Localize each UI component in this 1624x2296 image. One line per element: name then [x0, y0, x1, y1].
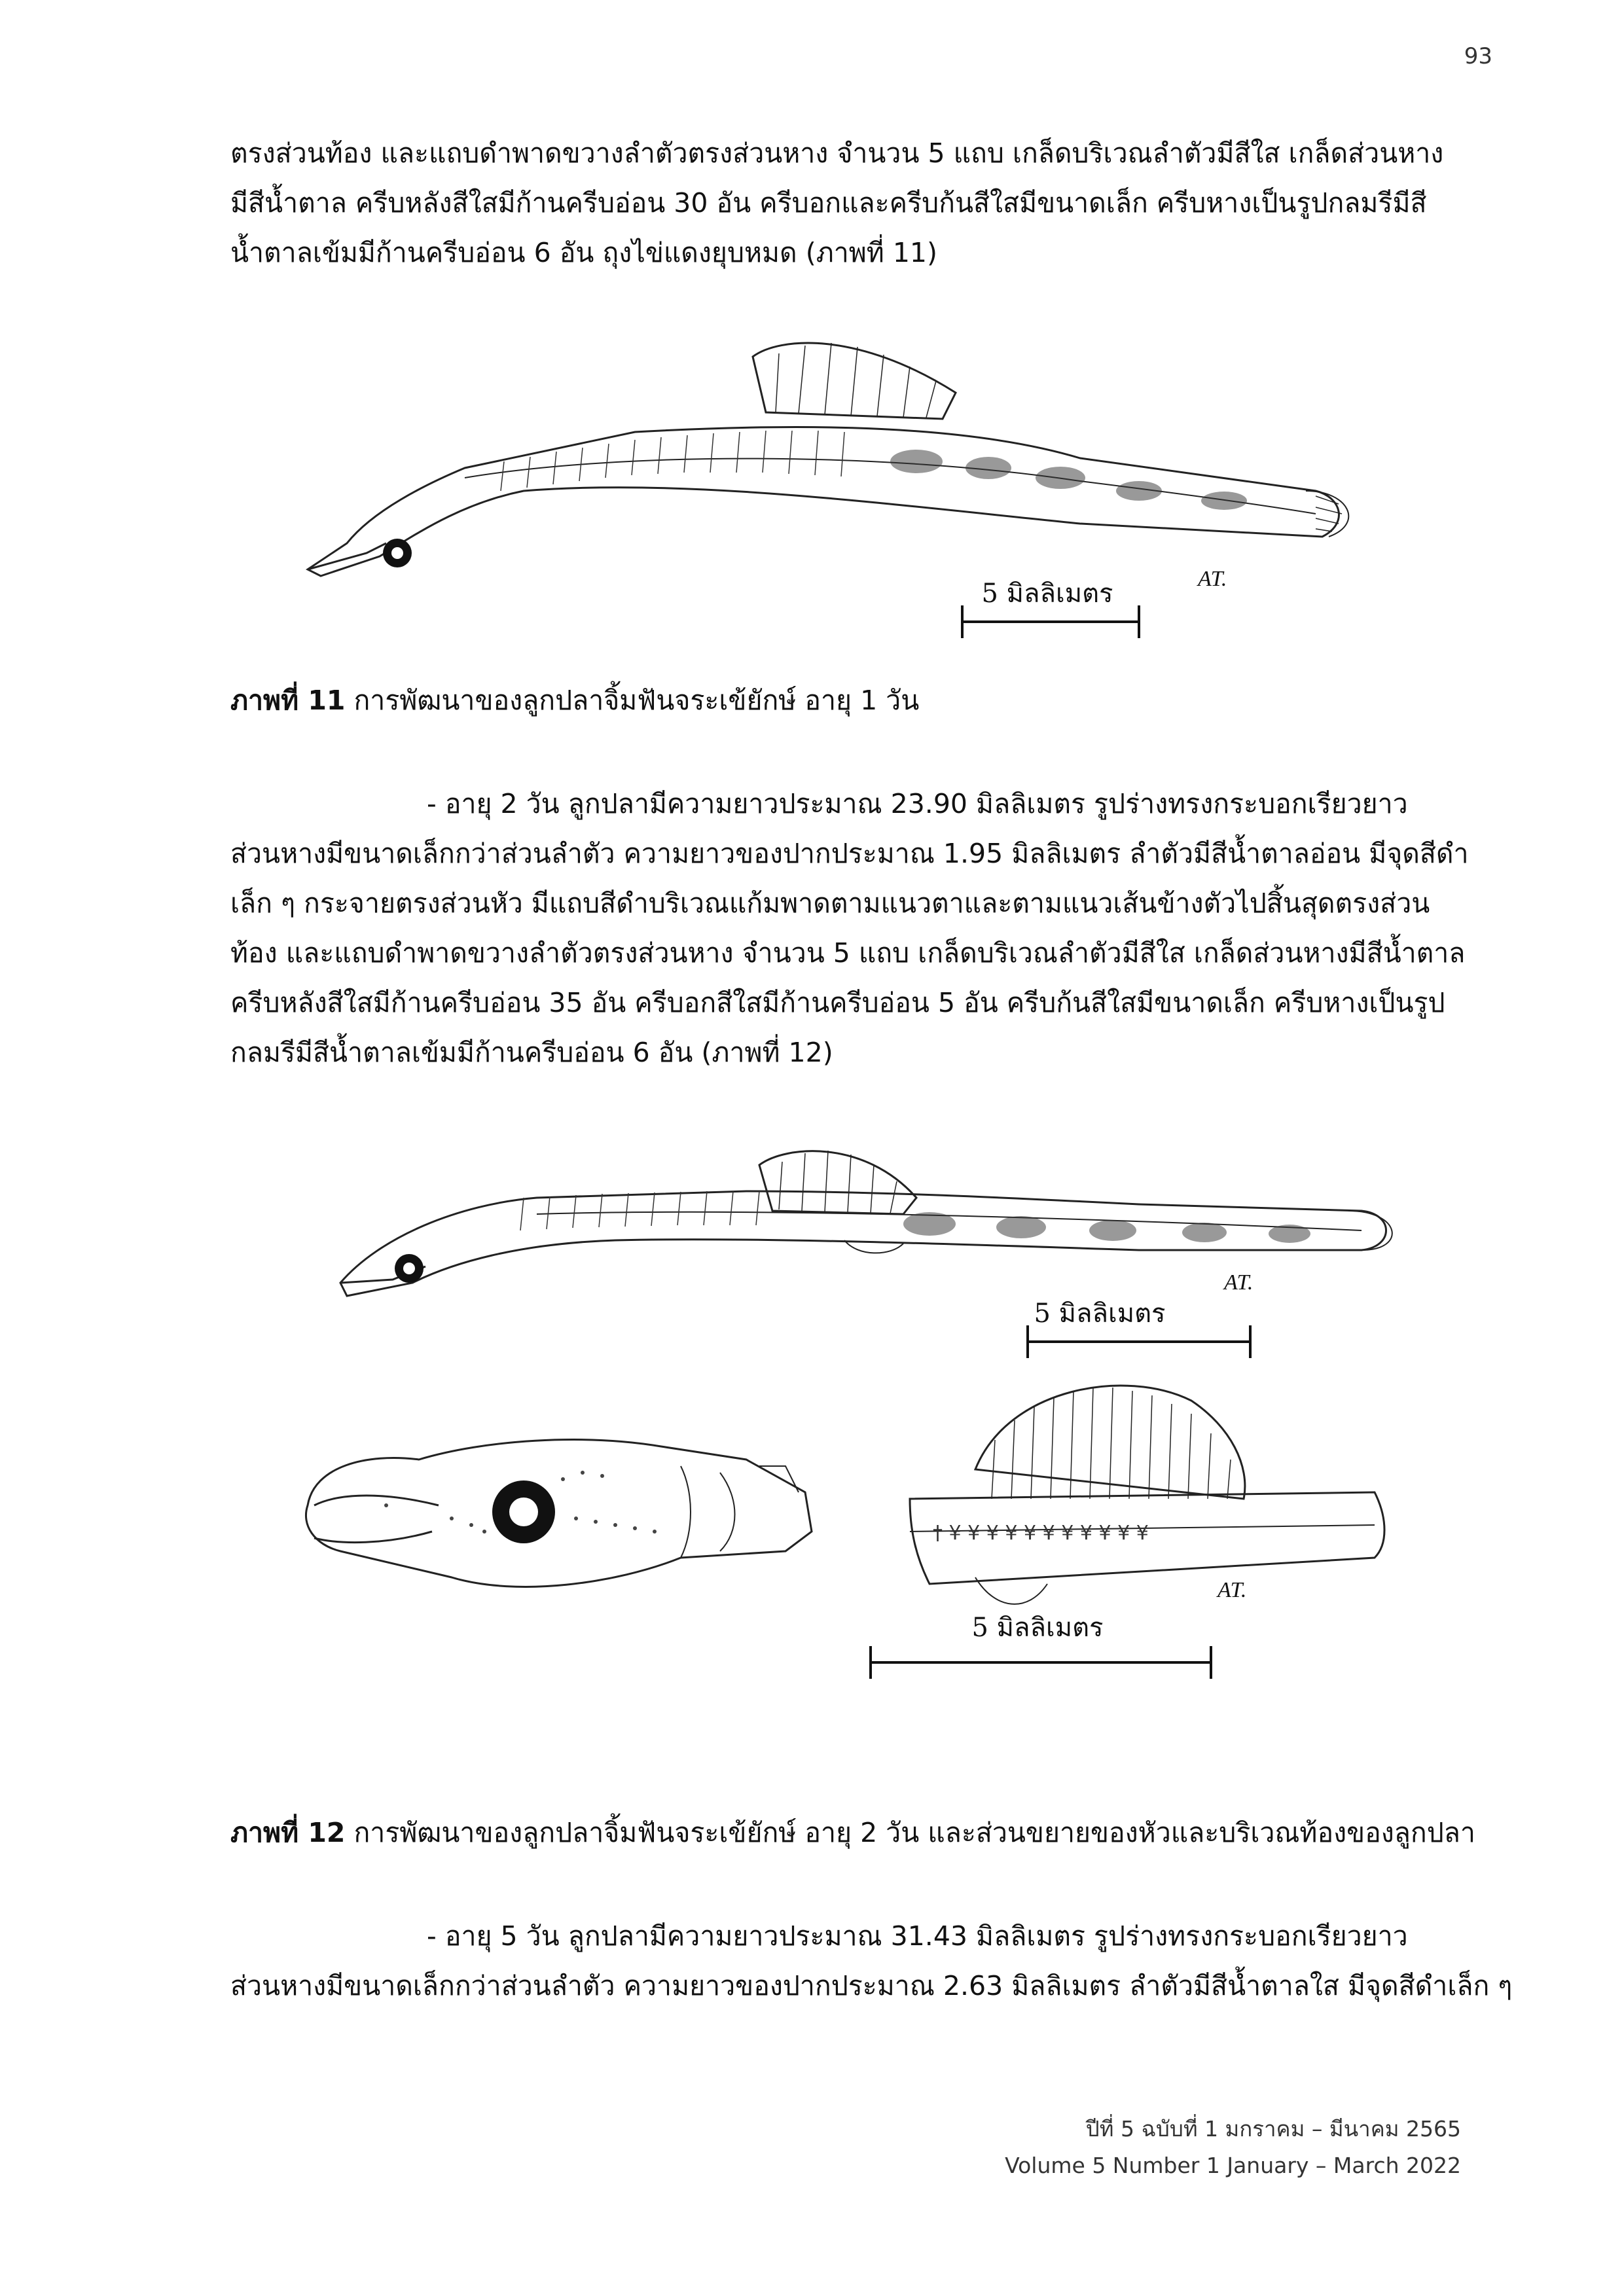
text-line: มีสีน้ำตาล ครีบหลังสีใสมีก้านครีบอ่อน 30 อัน ครีบอกและครีบก้นสีใสมีขนาดเล็ก ครีบหางเป็นรูปกลมรีมีสี [230, 187, 1427, 219]
page-number: 93 [1464, 43, 1492, 69]
figure-11-caption [230, 681, 919, 720]
paragraph-intro [230, 128, 1462, 278]
figure-12 [288, 1126, 1447, 1748]
footer-thai: ปีที่ 5 ฉบับที่ 1 มกราคม – มีนาคม 2565 [1085, 2116, 1461, 2142]
scale-bar [871, 1646, 1211, 1679]
larva-day2-illustration [288, 1126, 1447, 1748]
figure-12-caption [230, 1813, 1475, 1852]
caption-text: การพัฒนาของลูกปลาจิ้มฟันจระเข้ยักษ์ อายุ 1 วัน [345, 685, 920, 716]
text-line: ท้อง และแถบดำพาดขวางลำตัวตรงส่วนหาง จำนวน 5 แถบ เกล็ดบริเวณลำตัวมีสีใส เกล็ดส่วนหางมีสีน้ำตาล [230, 937, 1466, 969]
figure-11 [295, 327, 1375, 641]
caption-label: ภาพที่ 11 [230, 685, 346, 716]
pigment-bands [890, 450, 1247, 510]
text-line: - อายุ 2 วัน ลูกปลามีความยาวประมาณ 23.90 มิลลิเมตร รูปร่างทรงกระบอกเรียวยาว [427, 788, 1408, 819]
scale-bar [962, 605, 1139, 638]
text-line: กลมรีมีสีน้ำตาลเข้มมีก้านครีบอ่อน 6 อัน (ภาพที่ 12) [230, 1037, 833, 1068]
text-line: ส่วนหางมีขนาดเล็กกว่าส่วนลำตัว ความยาวของปากประมาณ 2.63 มิลลิเมตร ลำตัวมีสีน้ำตาลใส มีจุดสีดำเล็ก ๆ [230, 1970, 1513, 2001]
scale-label: 5 มิลลิเมตร [1034, 1299, 1166, 1329]
footer-english: Volume 5 Number 1 January – March 2022 [1005, 2153, 1461, 2178]
text-line: - อายุ 5 วัน ลูกปลามีความยาวประมาณ 31.43 มิลลิเมตร รูปร่างทรงกระบอกเรียวยาว [427, 1920, 1408, 1952]
abdomen-detail [910, 1386, 1384, 1604]
text-line: ตรงส่วนท้อง และแถบดำพาดขวางลำตัวตรงส่วนหาง จำนวน 5 แถบ เกล็ดบริเวณลำตัวมีสีใส เกล็ดส่วนหาง [230, 137, 1444, 169]
larva-day1-illustration [295, 327, 1375, 641]
paragraph-day2 [230, 779, 1469, 1077]
caption-text: การพัฒนาของลูกปลาจิ้มฟันจระเข้ยักษ์ อายุ 2 วัน และส่วนขยายของหัวและบริเวณท้องของลูกปลา [345, 1817, 1475, 1848]
scale-label: 5 มิลลิเมตร [981, 579, 1113, 609]
text-line: ครีบหลังสีใสมีก้านครีบอ่อน 35 อัน ครีบอกสีใสมีก้านครีบอ่อน 5 อัน ครีบก้นสีใสมีขนาดเล็ก ครีบหางเป็นรูป [230, 987, 1445, 1018]
scale-bar [1028, 1325, 1250, 1358]
caption-label: ภาพที่ 12 [230, 1817, 346, 1848]
artist-mark: AT. [1218, 1578, 1247, 1602]
scale-label: 5 มิลลิเมตร [971, 1613, 1104, 1643]
text-line: เล็ก ๆ กระจายตรงส่วนหัว มีแถบสีดำบริเวณแก้มพาดตามแนวตาและตามแนวเส้นข้างตัวไปสิ้นสุดตรงส่วน [230, 888, 1430, 919]
dorsal-fin [759, 1151, 916, 1214]
artist-mark: AT. [1198, 567, 1227, 591]
head-detail [306, 1440, 812, 1587]
svg-text:† ¥ ¥ ¥ ¥ ¥ ¥ ¥ ¥ ¥ ¥ ¥: † ¥ ¥ ¥ ¥ ¥ ¥ ¥ ¥ ¥ ¥ ¥ [933, 1522, 1149, 1545]
text-line: ส่วนหางมีขนาดเล็กกว่าส่วนลำตัว ความยาวของปากประมาณ 1.95 มิลลิเมตร ลำตัวมีสีน้ำตาลอ่อน มีจุดสีดำ [230, 838, 1469, 869]
artist-mark: AT. [1224, 1270, 1254, 1295]
journal-footer [872, 2111, 1461, 2184]
body-outline [308, 427, 1339, 576]
text-line: น้ำตาลเข้มมีก้านครีบอ่อน 6 อัน ถุงไข่แดงยุบหมด (ภาพที่ 11) [230, 237, 937, 268]
paragraph-day5 [230, 1911, 1513, 2011]
